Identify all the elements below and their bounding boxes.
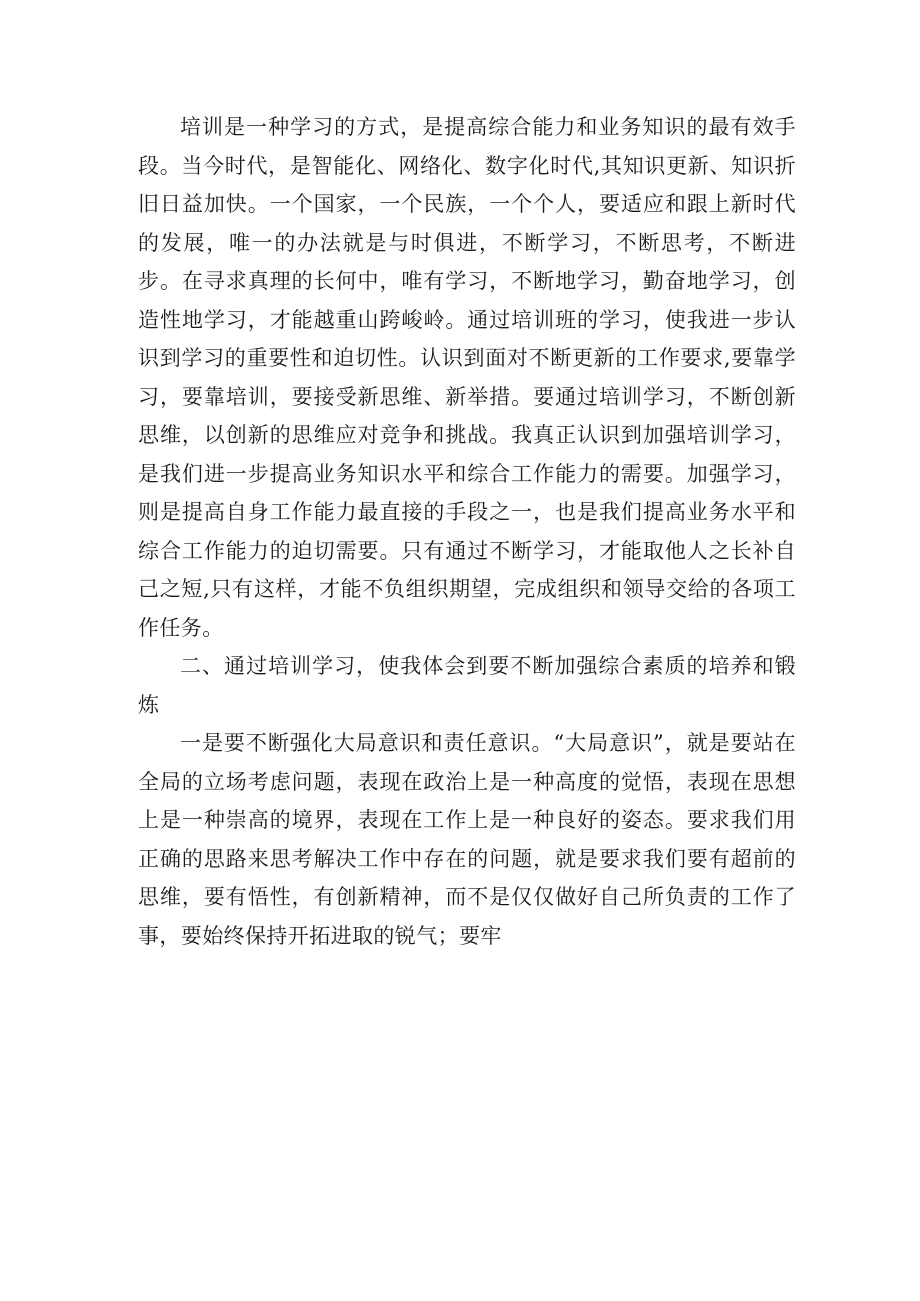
document-body [138, 108, 796, 955]
section-heading-two: 二、通过培训学习，使我体会到要不断加强综合素质的培养和锻炼 [138, 654, 796, 717]
paragraph-training-importance: 培训是一种学习的方式，是提高综合能力和业务知识的最有效手段。当今时代，是智能化、网络化、数字化时代,其知识更新、知识折旧日益加快。一个国家，一个民族，一个个人，要适应和跟上新时代的发展，唯一的办法就是与时俱进，不断学习，不断思考，不断进步。在寻求真理的长何中，唯有学习，不断地学习，勤奋地学习，创造性地学习，才能越重山跨峻岭。通过培训班的学习，使我进一步认识到学习的重要性和迫切性。认识到面对不断更新的工作要求,要靠学习，要靠培训，要接受新思维、新举措。要通过培训学习，不断创新思维，以创新的思维应对竞争和挑战。我真正认识到加强培训学习，是我们进一步提高业务知识水平和综合工作能力的需要。加强学习，则是提高自身工作能力最直接的手段之一，也是我们提高业务水平和综合工作能力的迫切需要。只有通过不断学习，才能取他人之长补自己之短,只有这样，才能不负组织期望，完成组织和领导交给的各项工作任务。 [138, 115, 796, 640]
paragraph-overall-awareness: 一是要不断强化大局意识和责任意识。“大局意识”，就是要站在全局的立场考虑问题，表现在政治上是一种高度的觉悟，表现在思想上是一种崇高的境界，表现在工作上是一种良好的姿态。要求我们用正确的思路来思考解决工作中存在的问题，就是要求我们要有超前的思维，要有悟性，有创新精神，而不是仅仅做好自己所负责的工作了事，要始终保持开拓进取的锐气；要牢 [138, 731, 796, 948]
